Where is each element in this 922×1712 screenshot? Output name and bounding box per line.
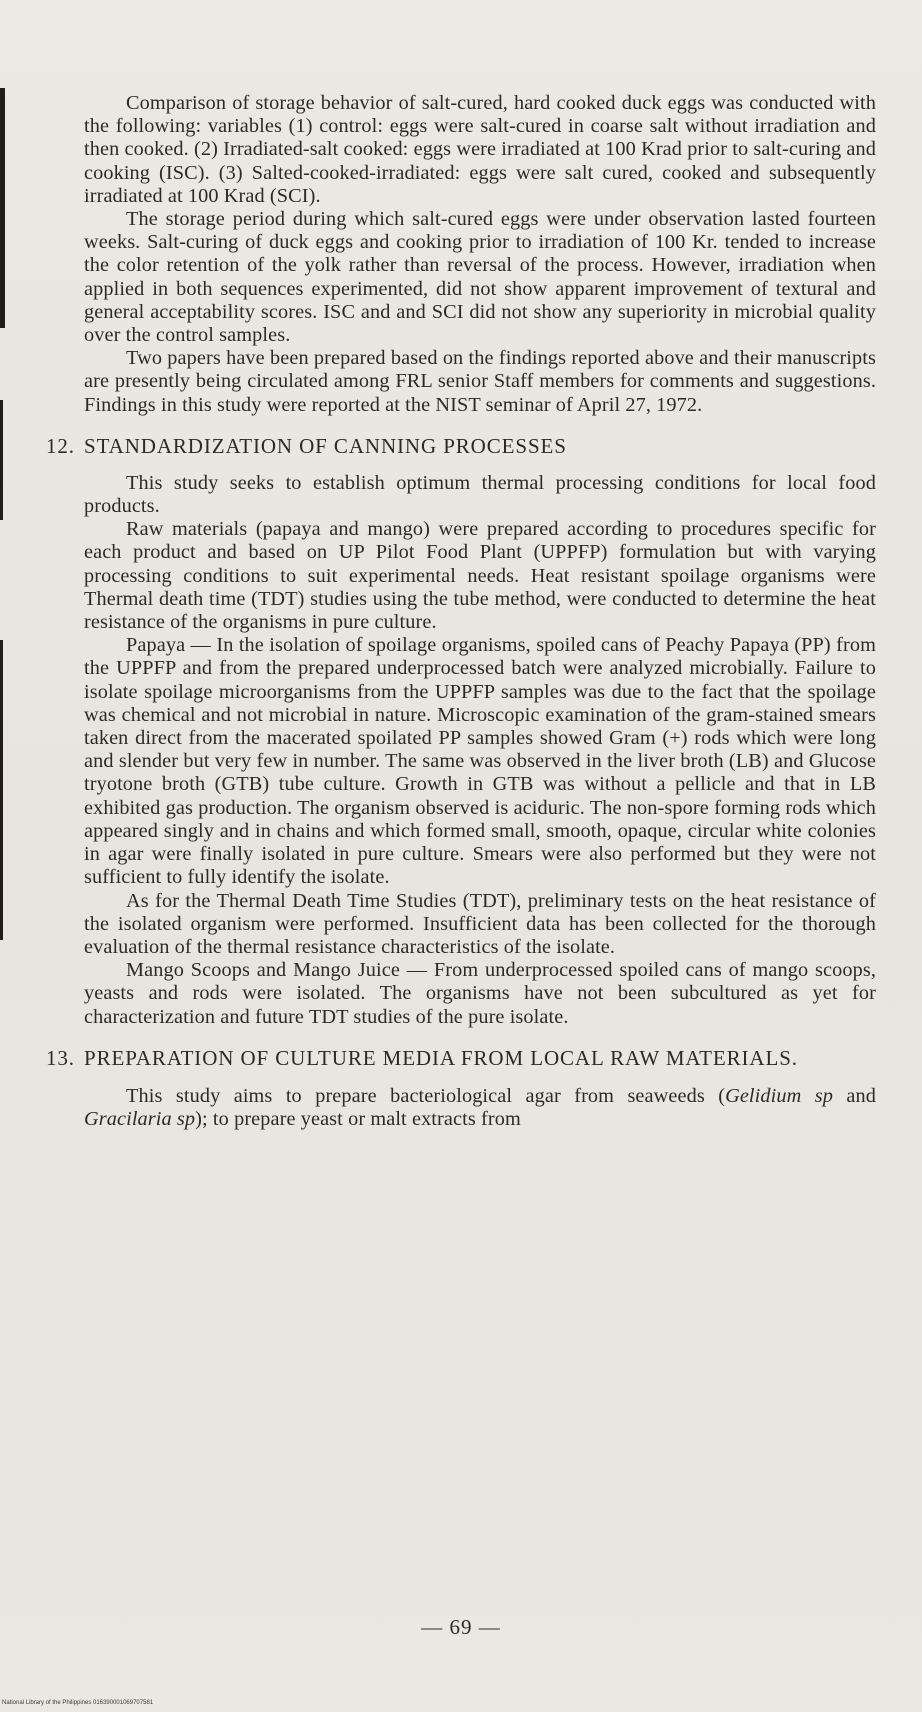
para-text: and xyxy=(833,1084,876,1107)
section-title: STANDARDIZATION OF CANNING PROCESSES xyxy=(84,433,567,458)
italic-term: Gracilaria sp xyxy=(84,1107,196,1130)
paragraph: This study seeks to establish optimum thermal processing conditions for local food products. xyxy=(84,471,876,518)
paragraph xyxy=(84,1085,876,1131)
binding-shadow xyxy=(0,400,3,520)
binding-shadow xyxy=(0,640,3,940)
paragraph: As for the Thermal Death Time Studies (TDT), preliminary tests on the heat resistance of the isolated organism were performed. Insufficient data has been collected for the thorough evaluation of the thermal resistance characteristics of the isolate. xyxy=(84,889,876,958)
section-number: 13. xyxy=(46,1045,75,1070)
section-title: PREPARATION OF CULTURE MEDIA FROM LOCAL RAW MATERIALS. xyxy=(84,1045,798,1070)
page-number: — 69 — xyxy=(421,1615,501,1639)
paragraph: Comparison of storage behavior of salt-cured, hard cooked duck eggs was conducted with the following: variables (1) control: eggs were salt-cured in coarse salt without irradiation and then cooked. (2) Irradiated-salt cooked: eggs were irradiated at 100 Krad prior to salt-curing and cooking (ISC). (3) Salted-cooked-irradiated: eggs were salt cured, cooked and subsequently irradiated at 100 Krad (SCI). xyxy=(84,92,877,207)
paragraph: The storage period during which salt-cured eggs were under observation lasted fourteen weeks. Salt-curing of duck eggs and cooking prior to irradiation of 100 Kr. tended to increase the color retention of the yolk rather than reversal of the process. However, irradiation when applied in both sequences experimented, did not show apparent improvement of textural and general acceptability scores. ISC and and SCI did not show any superiority in microbial quality over the control samples. xyxy=(84,208,876,347)
italic-term: Gelidium sp xyxy=(725,1084,833,1107)
binding-shadow xyxy=(0,88,5,328)
paragraph: Papaya — In the isolation of spoilage organisms, spoiled cans of Peachy Papaya (PP) from the UPPFP and from the prepared underprocessed batch were analyzed microbially. Failure to isolate spoilage microorganisms from the UPPFP samples was due to the fact that the spoilage was chemical and not microbial in nature. Microscopic examination of the gram-stained smears taken direct from the macerated spoilated PP samples showed Gram (+) rods which were long and slender but very few in number. The same was observed in the liver broth (LB) and Glucose tryotone broth (GTB) tube culture. Growth in GTB was without a pellicle and that in LB exhibited gas production. The organism observed is aciduric. The non-spore forming rods which appeared singly and in chains and which formed small, smooth, opaque, circular white colonies in agar were finally isolated in pure culture. Smears were also performed but they were not sufficient to fully identify the isolate. xyxy=(84,634,876,889)
scan-footer: National Library of the Philippines 016390001069707581 xyxy=(2,1700,154,1706)
paragraph: Mango Scoops and Mango Juice — From underprocessed spoiled cans of mango scoops, yeasts and rods were isolated. The organisms have not been subcultured as yet for characterization and future TDT studies of the pure isolate. xyxy=(84,959,876,1028)
para-text: This study aims to prepare bacteriological agar from seaweeds ( xyxy=(126,1084,726,1107)
section-heading-12 xyxy=(46,434,876,458)
para-text: ); to prepare yeast or malt extracts from xyxy=(195,1107,521,1130)
section-number: 12. xyxy=(46,433,75,458)
section-heading-13 xyxy=(46,1046,876,1071)
body-text xyxy=(46,92,877,1131)
paragraph: Raw materials (papaya and mango) were prepared according to procedures specific for each product and based on UP Pilot Food Plant (UPPFP) formulation but with varying processing conditions to suit experimental needs. Heat resistant spoilage organisms were Thermal death time (TDT) studies using the tube method, were conducted to determine the heat resistance of the organisms in pure culture. xyxy=(84,518,876,634)
paragraph: Two papers have been prepared based on the findings reported above and their manuscripts are presently being circulated among FRL senior Staff members for comments and suggestions. Findings in this study were reported at the NIST seminar of April 27, 1972. xyxy=(84,347,876,416)
